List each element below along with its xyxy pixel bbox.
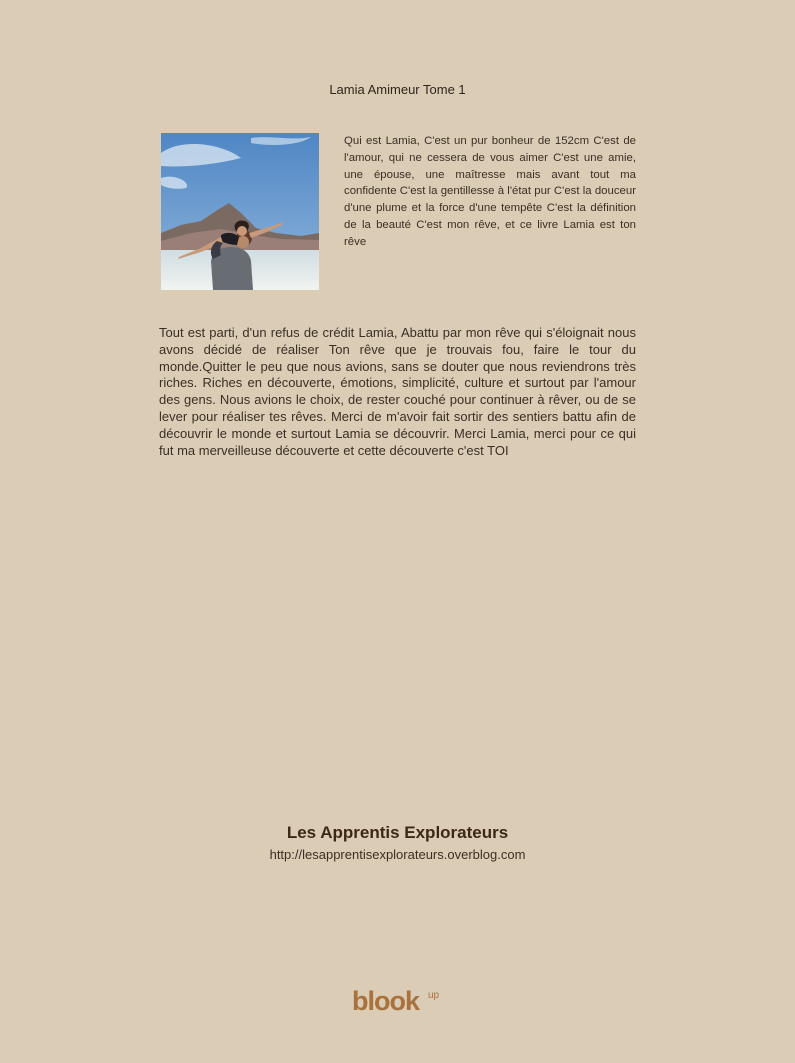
author-name: Les Apprentis Explorateurs xyxy=(286,823,509,842)
book-title: Lamia Amimeur Tome 1 xyxy=(329,82,466,97)
intro-paragraph: Qui est Lamia, C'est un pur bonheur de 152cm C'est de l'amour, qui ne cessera de vous aimer C'est une amie, une épouse, une maîtresse mais avant tout ma confidente C'est la gentillesse à l'état pur C'est la douceur d'une plume et la force d'une tempête C'est la définition de la beauté C'est mon rêve, et ce livre Lamia est ton rêve xyxy=(344,135,636,248)
author-url[interactable]: http://lesapprentisexplorateurs.overblog.com xyxy=(269,847,526,862)
body-paragraph: Tout est parti, d'un refus de crédit Lamia, Abattu par mon rêve qui s'éloignait nous avons décidé de réaliser Ton rêve que je trouvais fou, faire le tour du monde.Quitter le peu que nous avions, sans se douter que nous reviendrons très riches. Riches en découverte, émotions, simplicité, culture et surtout par l'amour des gens. Nous avions le choix, de rester couché pour continuer à rêver, ou de se lever pour réaliser tes rêves. Merci de m'avoir fait sortir des sentiers battu afin de découvrir le monde et surtout Lamia se découvrir. Merci Lamia, merci pour ce qui fut ma merveilleuse découverte et cette découverte c'est TOI xyxy=(159,325,636,458)
blookup-logo xyxy=(352,986,452,1026)
cover-photo xyxy=(161,133,319,290)
logo-word: blook xyxy=(352,986,419,1016)
logo-superscript: up xyxy=(428,990,440,1001)
